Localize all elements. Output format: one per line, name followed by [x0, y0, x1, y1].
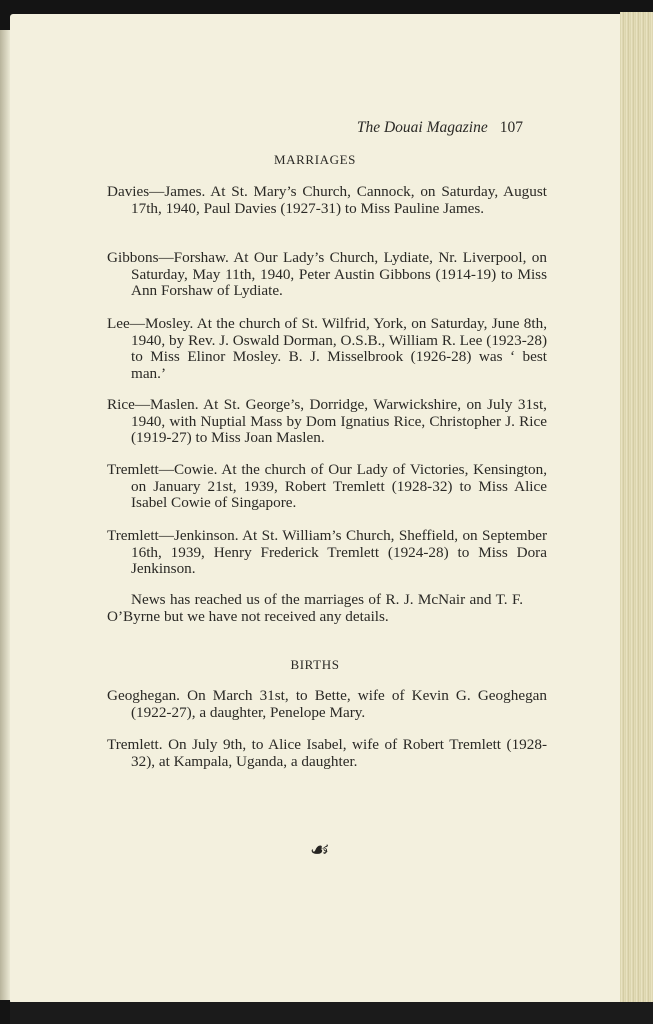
entry-names: Lee—Mosley.: [107, 315, 194, 332]
marriages-note: News has reached us of the marriages of R. J. McNair and T. F. O’Byrne but we have not received any details.: [107, 591, 523, 625]
running-header: [0, 120, 523, 137]
entry-names: Tremlett.: [107, 736, 163, 753]
fleuron-ornament-icon: ☙: [308, 837, 328, 862]
entry-text: At the church of Our Lady of Victories, Kensington, on January 21st, 1939, Robert Tremlett (1928-32) to Miss Alice Isabel Cowie of Singapore.: [131, 461, 547, 512]
marriage-entry: [107, 397, 547, 447]
entry-text: On July 9th, to Alice Isabel, wife of Robert Tremlett (1928-32), at Kampala, Uganda, a daughter.: [131, 736, 547, 770]
marriage-entry: [107, 250, 547, 300]
births-heading: BIRTHS: [290, 657, 340, 672]
marriage-entry: [107, 316, 547, 382]
birth-entry: [107, 737, 547, 770]
entry-text: At Our Lady’s Church, Lydiate, Nr. Liverpool, on Saturday, May 11th, 1940, Peter Austin Gibbons (1914-19) to Miss Ann Forshaw of Lydiate.: [131, 249, 547, 300]
birth-entry: [107, 688, 547, 721]
entry-text: On March 31st, to Bette, wife of Kevin G. Geoghegan (1922-27), a daughter, Penelope Mary.: [131, 687, 547, 721]
entry-text: At St. William’s Church, Sheffield, on September 16th, 1939, Henry Frederick Tremlett (1924-28) to Miss Dora Jenkinson.: [131, 527, 547, 578]
entry-text: At St. Mary’s Church, Cannock, on Saturday, August 17th, 1940, Paul Davies (1927-31) to Miss Pauline James.: [131, 183, 547, 217]
entry-names: Tremlett—Jenkinson.: [107, 527, 239, 544]
entry-names: Davies—James.: [107, 183, 206, 200]
marriage-entry: [107, 528, 547, 578]
entry-text: At St. George’s, Dorridge, Warwickshire, on July 31st, 1940, with Nuptial Mass by Dom Ignatius Rice, Christopher J. Rice (1919-27) to Miss Joan Maslen.: [131, 396, 547, 447]
entry-names: Tremlett—Cowie.: [107, 461, 218, 478]
marriages-heading: MARRIAGES: [274, 152, 356, 167]
marriage-entry: [107, 184, 547, 217]
entry-names: Rice—Maslen.: [107, 396, 199, 413]
entry-names: Gibbons—Forshaw.: [107, 249, 229, 266]
marriage-entry: [107, 462, 547, 512]
page-number: 107: [499, 119, 523, 136]
magazine-title: The Douai Magazine: [356, 119, 488, 136]
entry-names: Geoghegan.: [107, 687, 180, 704]
entry-text: At the church of St. Wilfrid, York, on Saturday, June 8th, 1940, by Rev. J. Oswald Dorman, O.S.B., William R. Lee (1923-28) to Miss Elinor Mosley. B. J. Misselbrook (1926-28) was ‘ best man.’: [131, 315, 547, 382]
